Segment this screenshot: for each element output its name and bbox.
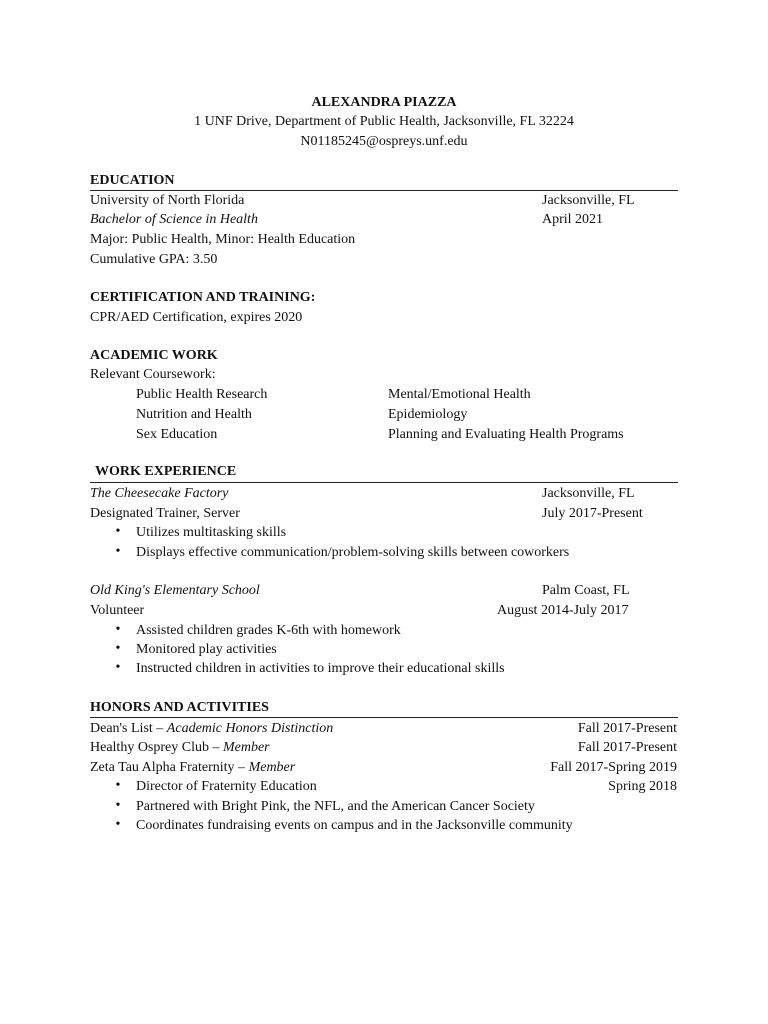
work-heading: WORK EXPERIENCE [95, 464, 237, 479]
education-school: University of North Florida [90, 193, 245, 208]
job-bullet: Displays effective communication/problem-solving skills between coworkers [136, 545, 570, 560]
honors-heading: HONORS AND ACTIVITIES [90, 700, 269, 715]
course-item: Mental/Emotional Health [388, 387, 531, 402]
honor-role: Member [248, 760, 296, 775]
job-employer: The Cheesecake Factory [90, 486, 229, 501]
job-location: Palm Coast, FL [542, 583, 630, 598]
honor-dates: Fall 2017-Present [577, 740, 677, 755]
course-item: Planning and Evaluating Health Programs [388, 427, 624, 442]
applicant-address: 1 UNF Drive, Department of Public Health, Jacksonville, FL 32224 [194, 114, 574, 129]
bullet-marker: • [115, 524, 121, 539]
education-location: Jacksonville, FL [542, 193, 635, 208]
job-title: Designated Trainer, Server [90, 506, 240, 521]
honor-bullet-dates: Spring 2018 [608, 779, 677, 794]
job-employer: Old King's Elementary School [90, 583, 260, 598]
honor-bullet: Coordinates fundraising events on campus and in the Jacksonville community [136, 818, 573, 833]
academic-heading: ACADEMIC WORK [90, 348, 218, 363]
bullet-marker: • [115, 798, 121, 813]
bullet-marker: • [115, 817, 121, 832]
honor-bullet: Director of Fraternity Education [136, 779, 317, 794]
job-dates: August 2014-July 2017 [497, 603, 629, 618]
job-bullet: Assisted children grades K-6th with homework [136, 623, 401, 638]
education-date: April 2021 [542, 212, 604, 227]
certification-item: CPR/AED Certification, expires 2020 [90, 310, 303, 325]
honor-item [90, 759, 295, 777]
education-heading: EDUCATION [90, 173, 175, 188]
course-item: Epidemiology [388, 407, 468, 422]
applicant-email: N01185245@ospreys.unf.edu [300, 134, 468, 149]
course-item: Sex Education [136, 427, 218, 442]
work-rule [90, 482, 678, 483]
course-item: Nutrition and Health [136, 407, 252, 422]
bullet-marker: • [115, 641, 121, 656]
education-degree: Bachelor of Science in Health [90, 212, 258, 227]
education-gpa: Cumulative GPA: 3.50 [90, 252, 218, 267]
honor-dates: Fall 2017-Spring 2019 [550, 760, 677, 775]
applicant-name: ALEXANDRA PIAZZA [311, 95, 457, 110]
coursework-intro: Relevant Coursework: [90, 367, 216, 382]
honor-bullet: Partnered with Bright Pink, the NFL, and the American Cancer Society [136, 799, 535, 814]
bullet-marker: • [115, 544, 121, 559]
job-dates: July 2017-Present [542, 506, 643, 521]
bullet-marker: • [115, 660, 121, 675]
education-major: Major: Public Health, Minor: Health Education [90, 232, 356, 247]
honor-item [90, 739, 270, 757]
honors-rule [90, 717, 678, 718]
job-bullet: Utilizes multitasking skills [136, 525, 287, 540]
honor-name: Healthy Osprey Club – [90, 740, 223, 755]
job-title: Volunteer [90, 603, 145, 618]
bullet-marker: • [115, 622, 121, 637]
honor-role: Member [222, 740, 270, 755]
honor-name: Dean's List – [90, 721, 167, 736]
bullet-marker: • [115, 778, 121, 793]
job-bullet: Instructed children in activities to improve their educational skills [136, 661, 505, 676]
job-bullet: Monitored play activities [136, 642, 277, 657]
honor-name: Zeta Tau Alpha Fraternity – [90, 760, 249, 775]
honor-role: Academic Honors Distinction [166, 721, 334, 736]
course-item: Public Health Research [136, 387, 268, 402]
certification-heading: CERTIFICATION AND TRAINING: [90, 290, 316, 305]
education-rule [90, 190, 678, 191]
honor-dates: Fall 2017-Present [577, 721, 677, 736]
job-location: Jacksonville, FL [542, 486, 635, 501]
honor-item [90, 720, 333, 738]
